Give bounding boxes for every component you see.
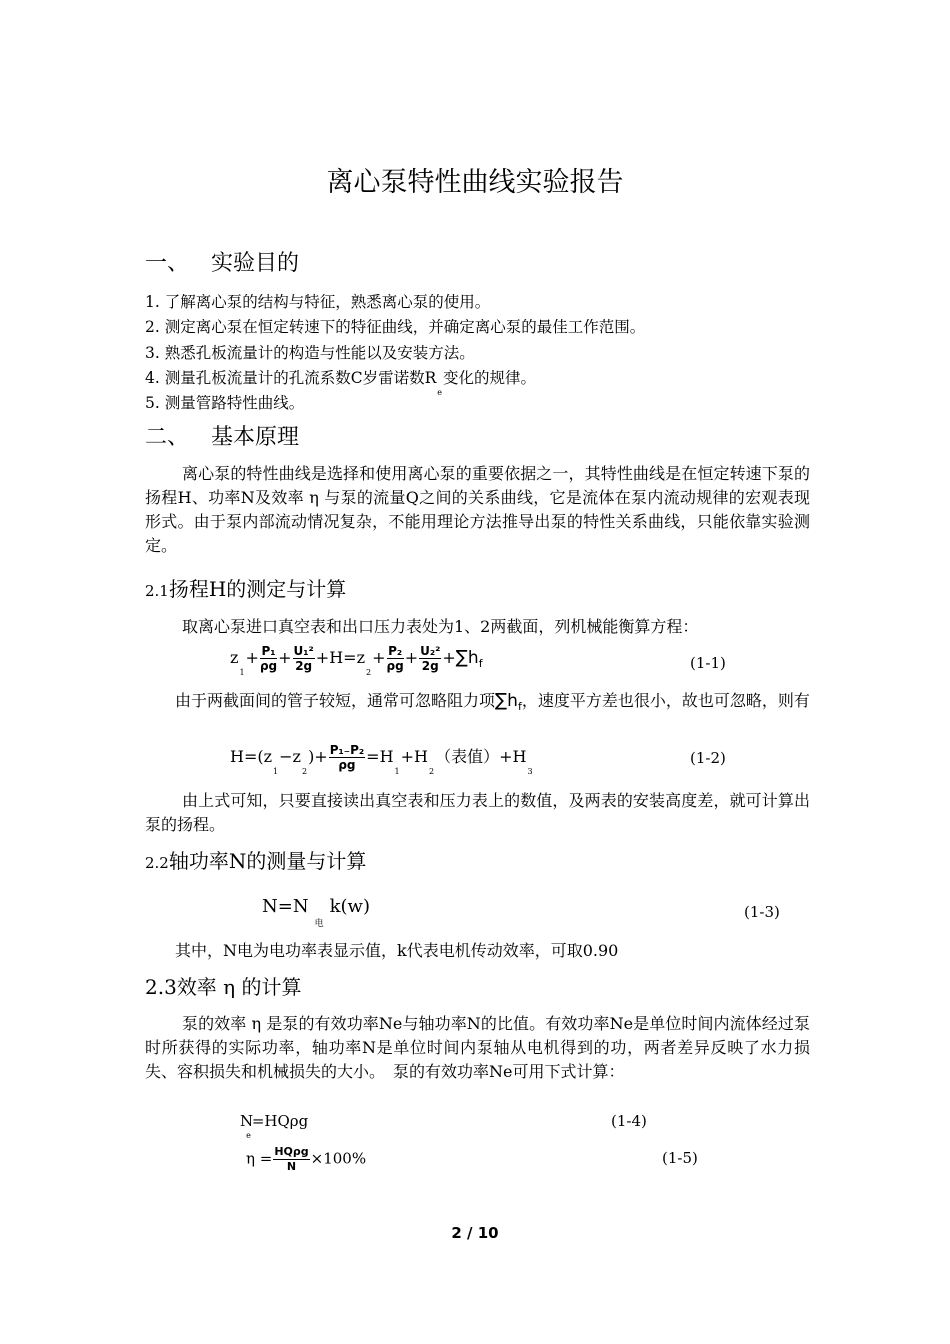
sum-symbol: ∑: [455, 647, 468, 668]
denominator: ρg: [338, 758, 356, 772]
fraction: [260, 644, 277, 673]
equation-1-1: [230, 644, 483, 677]
eq-text: ×100%: [310, 1149, 367, 1168]
eq-text: η =: [246, 1149, 273, 1168]
denominator: 2g: [421, 659, 439, 673]
section-heading-objectives: [145, 246, 299, 277]
subscript: e: [246, 1131, 251, 1140]
eq-text: H=(z: [230, 747, 273, 766]
section-title: 实验目的: [211, 251, 300, 276]
paragraph: 由上式可知，只要直接读出真空表和压力表上的数值，及两表的安装高度差，就可计算出泵的扬程。: [145, 791, 810, 834]
subsection-number: 2.3: [145, 975, 177, 999]
denominator: N: [286, 1160, 297, 1173]
section-title: 基本原理: [211, 425, 300, 450]
list-item: 2. 测定离心泵在恒定转速下的特征曲线，并确定离心泵的最佳工作范围。: [145, 318, 646, 336]
page-title: 离心泵特性曲线实验报告: [326, 167, 624, 198]
eq-text: )+: [308, 747, 328, 766]
eq-text: +: [442, 648, 456, 667]
numerator: P₁₋P₂: [329, 743, 365, 757]
equation-number: (1-5): [662, 1149, 698, 1167]
eq-text: （表值）+H: [435, 747, 527, 766]
denominator: ρg: [259, 659, 278, 673]
paragraph: 泵的效率 η 是泵的有效功率Ne与轴功率N的比值。有效功率Ne是单位时间内流体经过泵时所获得的实际功率，轴功率N是单位时间内泵轴从电机得到的功，两者差异反映了水力损失、容积损失和机械损失的大小。 泵的有效功率Ne可用下式计算：: [145, 1014, 810, 1081]
fraction: [293, 644, 315, 673]
numerator: HQρg: [274, 1145, 309, 1158]
eq-text: =H: [366, 747, 394, 766]
fraction: [419, 644, 441, 673]
subscript: 1: [394, 767, 400, 776]
eq-text: +: [404, 648, 419, 667]
equation-number: (1-2): [690, 749, 726, 767]
list-item-tail: 变化的规律。: [442, 369, 536, 387]
numerator: U₂²: [420, 644, 441, 658]
eq-text: N: [240, 1112, 254, 1130]
paragraph-intro: 离心泵的特性曲线是选择和使用离心泵的重要依据之一，其特性曲线是在恒定转速下泵的扬程H、功率N及效率 η 与泵的流量Q之间的关系曲线，它是流体在泵内流动规律的宏观表现形式。由于泵内部流动情况复杂，不能用理论方法推导出泵的特性关系曲线，只能依靠实验测定。: [145, 464, 810, 555]
eq-h: h: [507, 691, 518, 711]
subsection-number: 2.1: [145, 582, 169, 600]
subsection-heading-2-2: [145, 845, 366, 874]
eq-text: =HQρg: [251, 1112, 309, 1130]
equation-1-4: [240, 1112, 308, 1140]
page-number: 2 / 10: [451, 1224, 499, 1242]
denominator: ρg: [386, 659, 404, 673]
eq-text: z: [230, 648, 239, 667]
equation-number: (1-1): [690, 654, 726, 672]
paragraph: [175, 688, 810, 713]
list-item-text: 4. 测量孔板流量计的孔流系数C岁雷诺数R: [145, 369, 437, 387]
subsection-number: 2.2: [145, 854, 169, 872]
subsection-heading-2-1: [145, 573, 346, 602]
subscript: 2: [301, 767, 308, 776]
subscript: 2: [366, 668, 372, 677]
subsection-title: 扬程H的测定与计算: [168, 577, 347, 601]
equation-1-2: [230, 743, 534, 776]
paragraph: 其中，N电为电功率表显示值，k代表电机传动效率，可取0.90: [175, 941, 619, 960]
eq-text: +: [245, 648, 259, 667]
subscript: 电: [314, 919, 324, 929]
eq-text: +: [278, 648, 292, 667]
paragraph: 取离心泵进口真空表和出口压力表处为1、2两截面，列机械能衡算方程：: [182, 617, 699, 636]
paragraph-text: ，速度平方差也很小，故也可忽略，则有: [521, 691, 810, 710]
fraction: [273, 1145, 309, 1174]
subscript: 1: [239, 668, 245, 677]
eq-text: +H=z: [315, 648, 365, 667]
section-number: 二、: [145, 425, 190, 450]
subsection-title: 效率 η 的计算: [176, 975, 302, 999]
list-item: 1. 了解离心泵的结构与特征，熟悉离心泵的使用。: [145, 293, 491, 311]
eq-text: −z: [279, 747, 301, 766]
eq-text: N=N: [262, 896, 309, 917]
subscript: 3: [527, 767, 533, 776]
subscript: 1: [273, 767, 279, 776]
equation-1-3: [262, 896, 370, 929]
numerator: U₁²: [293, 644, 314, 658]
numerator: P₂: [388, 644, 403, 658]
denominator: 2g: [295, 659, 313, 673]
subsection-heading-2-3: [145, 971, 302, 1000]
section-number: 一、: [145, 251, 190, 276]
eq-text: +H: [400, 747, 428, 766]
equation-number: (1-4): [611, 1112, 647, 1130]
list-item: 5. 测量管路特性曲线。: [145, 394, 305, 412]
equation-number: (1-3): [744, 903, 780, 921]
eq-h: h: [467, 648, 479, 668]
subscript: f: [478, 657, 483, 670]
equation-1-5: [246, 1145, 366, 1174]
eq-text: +: [372, 648, 386, 667]
numerator: P₁: [261, 644, 276, 658]
paragraph-text: 由于两截面间的管子较短，通常可忽略阻力项: [175, 691, 496, 710]
sum-symbol: ∑: [495, 690, 508, 711]
list-item: 3. 熟悉孔板流量计的构造与性能以及安装方法。: [145, 344, 475, 362]
fraction: [329, 743, 365, 772]
fraction: [387, 644, 404, 673]
subsection-title: 轴功率N的测量与计算: [168, 849, 367, 873]
subscript: 2: [428, 767, 435, 776]
section-heading-principle: [145, 420, 299, 451]
subscript: e: [437, 388, 442, 397]
eq-text: k(w): [329, 896, 370, 917]
subscript: f: [517, 700, 522, 713]
